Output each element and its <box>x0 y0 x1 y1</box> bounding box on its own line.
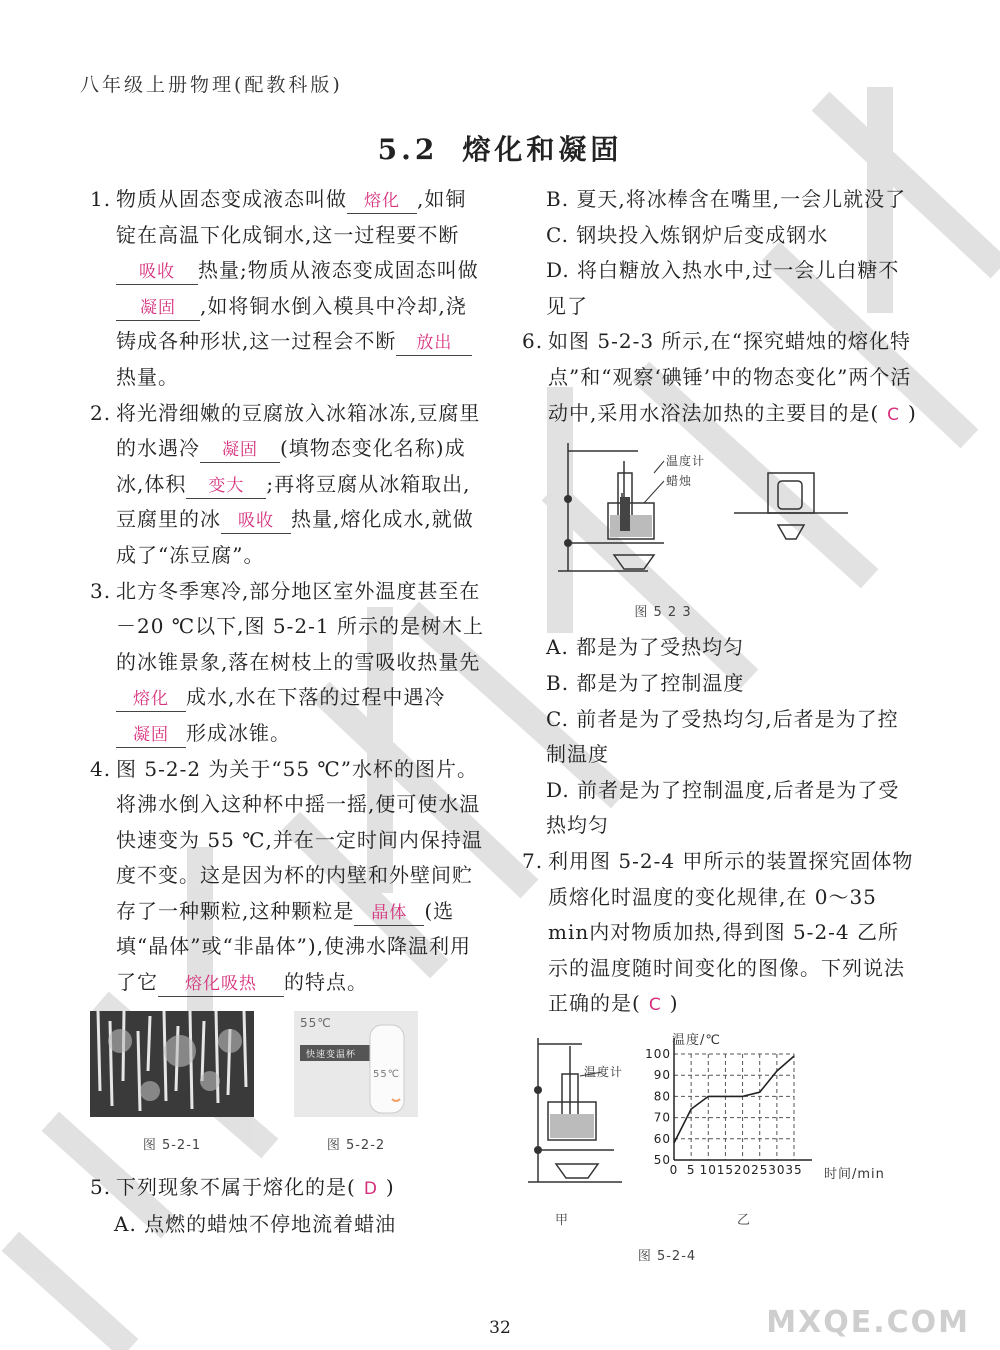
question-text: 热量,熔化成水,就做成了“冻豆腐”。 <box>116 507 474 567</box>
question-text: 物质从固态变成液态叫做 <box>116 187 347 211</box>
question-6 <box>522 324 917 433</box>
question-text: 图 5-2-2 为关于“55 ℃”水杯的图片。将沸水倒入这种杯中摇一摇,便可使水温快速变为 55 ℃,并在一定时间内保持温度不变。这是因为杯的内壁和外壁间贮存了一种颗粒,这种颗粒是 <box>116 756 483 923</box>
question-text: ,如将铜水倒入模具中冷却,浇铸成各种形状,这一过程会不断 <box>116 293 467 354</box>
heating-apparatus <box>522 1032 640 1192</box>
question-text: 热量;物质从液态变成固态叫做 <box>198 258 479 283</box>
cup-photo <box>294 1011 418 1117</box>
temperature-time-chart <box>644 1032 884 1192</box>
question-text: 的特点。 <box>284 970 368 995</box>
question-text: 将光滑细嫩的豆腐放入冰箱冰冻,豆腐里的水遇冷 <box>116 400 481 461</box>
option-d[interactable]: D. 前者是为了控制温度,后者是为了受热均匀 <box>546 777 900 838</box>
answer-choice[interactable]: C <box>887 404 901 425</box>
answer-blank[interactable]: 晶体 <box>354 901 424 926</box>
figure-caption: 图 5-2-4 <box>637 1249 697 1265</box>
cup-temp-label: 55℃ <box>373 1068 400 1080</box>
y-tick-label: 50 <box>653 1152 671 1167</box>
answer-choice[interactable]: D <box>363 1178 378 1199</box>
section-title <box>0 128 1000 168</box>
y-tick-label: 60 <box>653 1131 671 1146</box>
left-column <box>90 182 485 1243</box>
question-number: 7. <box>522 848 544 873</box>
icicle-photo <box>90 1011 254 1117</box>
y-tick-label: 100 <box>645 1046 671 1061</box>
question-text: (填物态变化名称)成冰,体积 <box>116 436 466 496</box>
question-4 <box>90 752 485 1001</box>
figure-caption: 图 5-2-1 <box>142 1138 202 1154</box>
answer-blank[interactable]: 熔化吸热 <box>158 972 284 997</box>
question-number: 3. <box>90 578 112 603</box>
section-number: 5.2 <box>377 133 439 166</box>
question-5 <box>90 1170 485 1208</box>
option-c[interactable]: C. 钢块投入炼钢炉后变成钢水 <box>546 222 829 247</box>
temp-label: 55℃ <box>300 1015 332 1030</box>
question-text: 形成冰锥。 <box>186 720 291 745</box>
x-tick-label: 5 <box>686 1162 696 1177</box>
answer-choice[interactable]: C <box>648 995 662 1016</box>
x-tick-label: 0 <box>669 1162 679 1177</box>
option-b[interactable]: B. 夏天,将冰棒含在嘴里,一会儿就没了 <box>546 187 907 211</box>
question-number: 6. <box>522 329 544 354</box>
question-2 <box>90 396 485 574</box>
figure-label-jia: 甲 <box>554 1213 569 1229</box>
x-tick-label: 35 <box>785 1162 803 1177</box>
question-3 <box>90 574 485 752</box>
thermometer-label: 温度计 <box>666 454 706 469</box>
page-number: 32 <box>489 1318 511 1338</box>
x-tick-label: 25 <box>751 1162 769 1177</box>
figure-caption: 图 5 2 3 <box>634 604 692 620</box>
x-tick-label: 10 <box>699 1162 717 1177</box>
question-text: ,如铜锭在高温下化成铜水,这一过程要不断 <box>116 187 467 247</box>
question-text: (选填“晶体”或“非晶体”),使沸水降温利用了它 <box>116 898 472 995</box>
figure-5-2-3 <box>522 433 917 630</box>
y-axis-label: 温度/℃ <box>672 1032 721 1048</box>
book-header: 八年级上册物理(配教科版) <box>80 74 343 96</box>
answer-blank[interactable]: 吸收 <box>221 509 291 534</box>
option-b[interactable]: B. 都是为了控制温度 <box>546 670 745 695</box>
right-column <box>522 182 917 1275</box>
x-tick-label: 30 <box>768 1162 786 1177</box>
candle-label: 蜡烛 <box>666 474 693 489</box>
paren: ) <box>908 400 917 425</box>
question-text: 北方冬季寒冷,部分地区室外温度甚至在－20 ℃以下,图 5-2-1 所示的是树木上的冰锥景象,落在树枝上的雪吸收热量先 <box>116 578 484 674</box>
question-number: 4. <box>90 756 112 781</box>
answer-blank[interactable]: 熔化 <box>116 687 186 712</box>
question-1 <box>90 182 485 396</box>
figures-5-2-1-and-5-2-2 <box>90 1011 485 1164</box>
option-c[interactable]: C. 前者是为了受热均匀,后者是为了控制温度 <box>546 706 899 767</box>
series-line <box>674 1056 794 1143</box>
question-number: 2. <box>90 400 112 425</box>
answer-blank[interactable]: 放出 <box>396 331 472 356</box>
figure-label-yi: 乙 <box>736 1213 751 1229</box>
site-watermark: MXQE.COM <box>766 1305 970 1340</box>
question-text: 利用图 5-2-4 甲所示的装置探究固体物质熔化时温度的变化规律,在 0～35 min内对物质加热,得到图 5-2-4 乙所示的温度随时间变化的图像。下列说法正确的是( <box>548 848 914 1016</box>
x-tick-label: 15 <box>716 1162 735 1177</box>
paren: ) <box>669 991 679 1016</box>
question-text: 如图 5-2-3 所示,在“探究蜡烛的熔化特点”和“观察‘碘锤’中的物态变化”两个活动中,采用水浴法加热的主要目的是( <box>548 329 912 425</box>
y-tick-label: 90 <box>653 1068 671 1083</box>
answer-blank[interactable]: 吸收 <box>116 260 198 285</box>
question-text: 热量。 <box>116 364 179 389</box>
answer-blank[interactable]: 凝固 <box>116 723 186 748</box>
answer-blank[interactable]: 凝固 <box>116 296 200 321</box>
question-text: 下列现象不属于熔化的是( <box>116 1174 356 1199</box>
question-text: ;再将豆腐从冰箱取出,豆腐里的冰 <box>116 471 471 532</box>
figure-5-2-1 <box>90 1011 254 1164</box>
question-7 <box>522 844 917 1024</box>
figure-caption: 图 5-2-2 <box>326 1138 386 1154</box>
answer-blank[interactable]: 凝固 <box>200 438 280 463</box>
section-name: 熔化和凝固 <box>462 133 623 166</box>
y-tick-label: 80 <box>653 1089 671 1104</box>
figure-5-2-2 <box>294 1011 418 1164</box>
question-text: 成水,水在下落的过程中遇冷 <box>186 685 446 710</box>
thermometer-label: 温度计 <box>584 1064 624 1079</box>
water-bath-apparatus <box>548 433 858 583</box>
banner-label: 快速变温杯 <box>306 1049 357 1060</box>
x-tick-label: 20 <box>733 1162 752 1177</box>
answer-blank[interactable]: 熔化 <box>347 189 417 214</box>
x-axis-label: 时间/min <box>824 1166 884 1182</box>
question-number: 1. <box>90 187 112 211</box>
figure-5-2-4 <box>522 1032 917 1239</box>
option-a[interactable]: A. 都是为了受热均匀 <box>546 635 745 660</box>
option-a[interactable]: A. 点燃的蜡烛不停地流着蜡油 <box>114 1212 397 1237</box>
answer-blank[interactable]: 变大 <box>186 474 266 499</box>
paren: ) <box>385 1174 395 1199</box>
y-tick-label: 70 <box>653 1110 671 1125</box>
question-number: 5. <box>90 1174 112 1199</box>
option-d[interactable]: D. 将白糖放入热水中,过一会儿白糖不见了 <box>546 258 900 318</box>
